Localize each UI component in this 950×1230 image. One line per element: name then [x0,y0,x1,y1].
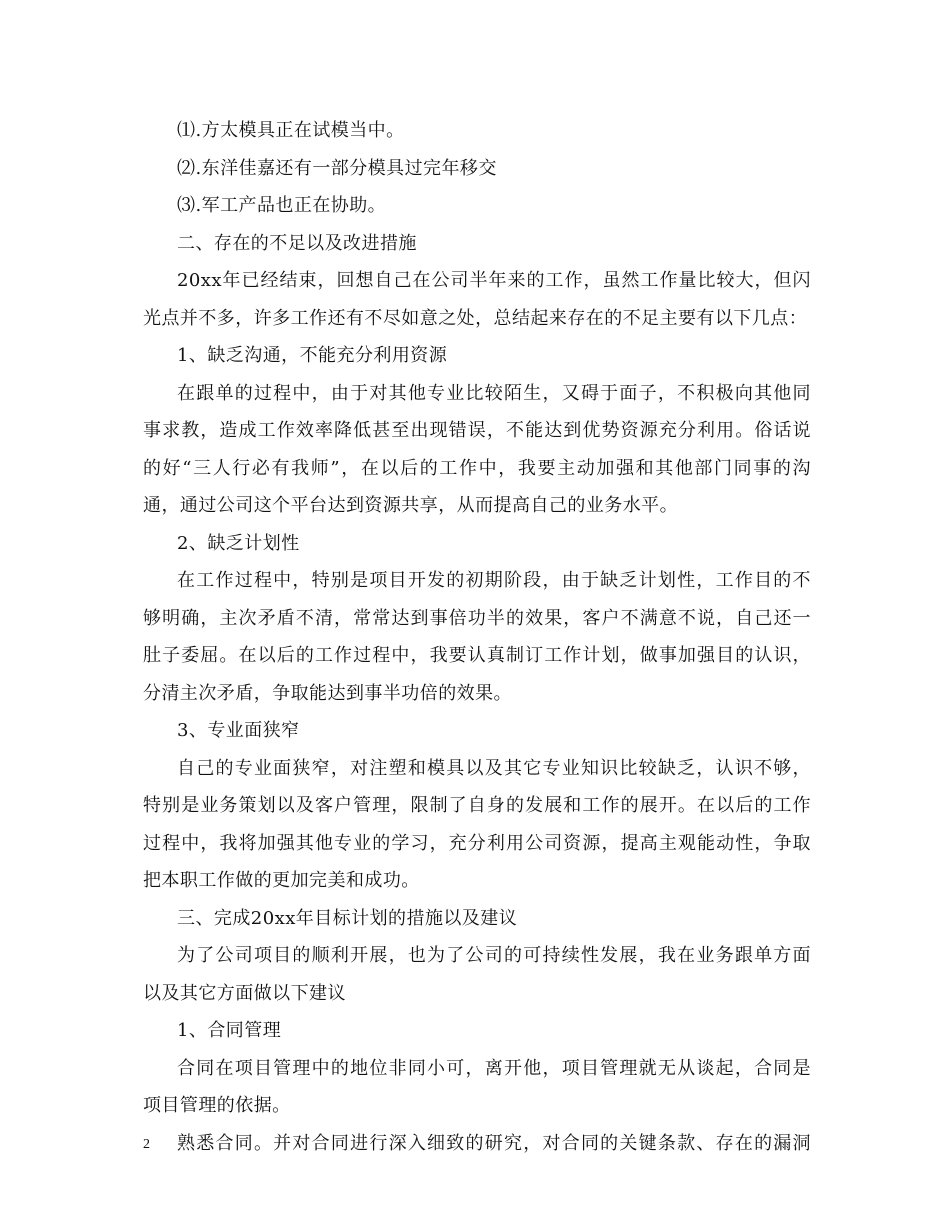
text-line: 为了公司项目的顺利开展，也为了公司的可持续性发展，我在业务跟单方面 [177,945,811,966]
text-line: 够明确，主次矛盾不清，常常达到事倍功半的效果，客户不满意不说，自己还一 [143,607,811,629]
text-line: 特别是业务策划以及客户管理，限制了自身的发展和工作的展开。在以后的工作 [143,795,811,816]
text-line: 1、合同管理 [177,1020,282,1041]
text-line: 在工作过程中，特别是项目开发的初期阶段，由于缺乏计划性，工作目的不 [177,570,811,591]
text-line: 光点并不多，许多工作还有不尽如意之处，总结起来存在的不足主要有以下几点： [143,307,808,329]
text-line: ⑵.东洋佳嘉还有一部分模具过完年移交 [177,157,497,179]
text-line: 二、存在的不足以及改进措施 [177,232,417,254]
text-line: 20xx年已经结束，回想自己在公司半年来的工作，虽然工作量比较大，但闪 [177,270,811,291]
text-line: 自己的专业面狭窄，对注塑和模具以及其它专业知识比较缺乏，认识不够， [177,757,811,779]
text-line: 在跟单的过程中，由于对其他专业比较陌生，又碍于面子，不积极向其他同 [177,382,811,404]
text-line: 3、专业面狭窄 [177,720,300,741]
page-number: 2 [143,1137,150,1152]
text-line: 肚子委屈。在以后的工作过程中，我要认真制订工作计划，做事加强目的认识， [143,645,811,666]
text-line: 2、缺乏计划性 [177,532,300,554]
text-line: 过程中，我将加强其他专业的学习，充分利用公司资源，提高主观能动性，争取 [143,832,811,854]
text-line: 分清主次矛盾，争取能达到事半功倍的效果。 [143,682,512,704]
text-line: 1、缺乏沟通，不能充分利用资源 [177,345,448,366]
text-line: 熟悉合同。并对合同进行深入细致的研究，对合同的关键条款、存在的漏洞 [177,1132,811,1154]
text-line: 三、完成20xx年目标计划的措施以及建议 [177,907,518,929]
document-body [143,116,811,1166]
text-line: 的好“三人行必有我师”，在以后的工作中，我要主动加强和其他部门同事的沟 [143,457,811,479]
text-line: ⑶.军工产品也正在协助。 [177,195,387,216]
text-line: 事求教，造成工作效率降低甚至出现错误，不能达到优势资源充分利用。俗话说 [143,420,811,441]
text-line: 项目管理的依据。 [143,1095,291,1116]
text-line: 通，通过公司这个平台达到资源共享，从而提高自己的业务水平。 [143,495,679,516]
text-line: 把本职工作做的更加完美和成功。 [143,870,420,891]
text-line: ⑴.方太模具正在试模当中。 [177,120,405,141]
text-line: 合同在项目管理中的地位非同小可，离开他，项目管理就无从谈起，合同是 [177,1057,811,1079]
text-line: 以及其它方面做以下建议 [143,982,346,1004]
